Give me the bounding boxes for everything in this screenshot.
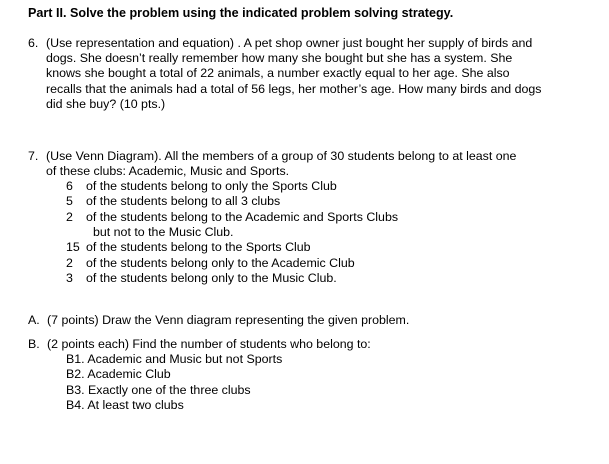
problem-7-intro-line-2: of these clubs: Academic, Music and Sports. [46,164,290,178]
part-b-item: B1. Academic and Music but not Sports [66,352,283,366]
part-a-text: (7 points) Draw the Venn diagram representing the given problem. [47,313,410,327]
fact-text: of the students belong to only the Sports Club [86,179,337,193]
fact-count: 15 [66,240,80,254]
problem-6-line-1: (Use representation and equation) . A pet shop owner just bought her supply of birds and [46,36,533,50]
part-b-item: B2. Academic Club [66,367,171,381]
fact-text: of the students belong only to the Academic Club [86,256,355,270]
part-b-item: B4. At least two clubs [66,398,184,412]
fact-text: of the students belong only to the Music Club. [86,271,337,285]
fact-count: 2 [66,256,73,270]
fact-text: of the students belong to the Sports Club [86,240,311,254]
fact-text: of the students belong to the Academic and Sports Clubs [86,210,399,224]
part-b-text: (2 points each) Find the number of students who belong to: [47,337,371,351]
problem-6-line-2: dogs. She doesn’t really remember how many she bought but she has a system. She [46,51,513,65]
fact-text: of the students belong to all 3 clubs [86,194,281,208]
part-b-label: B. [28,337,40,351]
problem-7-number: 7. [28,149,39,163]
fact-count: 5 [66,194,73,208]
fact-count: 6 [66,179,73,193]
fact-count: 3 [66,271,73,285]
part-b-item: B3. Exactly one of the three clubs [66,383,251,397]
problem-6-line-3: knows she bought a total of 22 animals, a number exactly equal to her age. She also [46,66,510,80]
problem-6-line-4: recalls that the animals had a total of 56 legs, her mother’s age. How many birds and dogs [46,82,542,96]
part-a-label: A. [28,313,40,327]
section-heading: Part II. Solve the problem using the indicated problem solving strategy. [28,6,454,20]
problem-6-line-5: did she buy? (10 pts.) [46,97,166,111]
problem-7-intro-line-1: (Use Venn Diagram). All the members of a group of 30 students belong to at least one [46,149,517,163]
fact-count: 2 [66,210,73,224]
fact-text-continuation: but not to the Music Club. [93,225,234,239]
problem-6-number: 6. [28,36,39,50]
